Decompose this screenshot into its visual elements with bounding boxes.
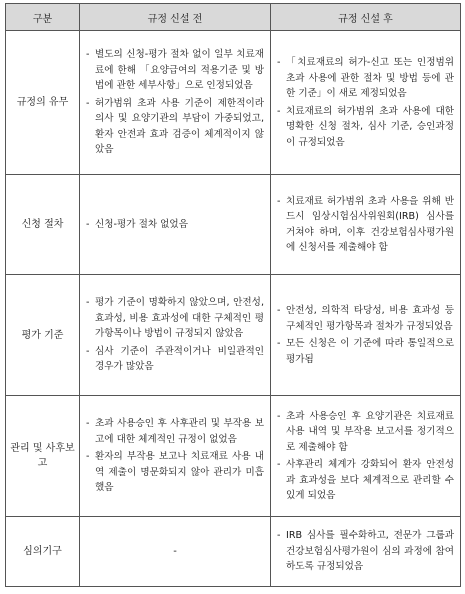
table-row xyxy=(6,396,461,517)
list-item: - 초과 사용승인 후 사후관리 및 부작용 보고에 대한 체계적인 규정이 없었음 xyxy=(86,416,264,447)
list-item: - 「치료재료의 허가-신고 또는 인정범위 초과 사용에 관한 절차 및 방법 등에 관한 기준」이 새로 제정되었음 xyxy=(277,55,454,102)
row-category: 관리 및 사후보고 xyxy=(6,396,80,517)
table-row xyxy=(6,517,461,587)
row-after xyxy=(271,396,461,517)
row-before xyxy=(80,175,271,275)
list-item: - 신청-평가 절차 없었음 xyxy=(86,217,264,233)
list-item: - 안전성, 의학적 타당성, 비용 효과성 등 구체적인 평가항목과 절차가 규정되었음 xyxy=(277,303,454,334)
header-before: 규정 신설 전 xyxy=(80,4,271,31)
list-item: - 환자의 부작용 보고나 치료재료 사용 내역 제출이 명문화되지 않아 관리가 미흡했음 xyxy=(86,449,264,496)
list-item: - 치료재료의 허가범위 초과 사용에 대한 명확한 신청 절차, 심사 기준, 승인과정이 규정되었음 xyxy=(277,104,454,151)
list-item: - 초과 사용승인 후 요양기관은 치료재료 사용 내역 및 부작용 보고서를 정기적으로 제출해야 함 xyxy=(277,409,454,456)
table-row xyxy=(6,175,461,275)
list-item: - 평가 기준이 명확하지 않았으며, 안전성, 효과성, 비용 효과성에 대한 구체적인 평가항목이나 방법이 규정되지 않았음 xyxy=(86,295,264,342)
row-category: 규정의 유무 xyxy=(6,31,80,175)
row-after xyxy=(271,275,461,396)
list-item: - 모든 신청은 이 기준에 따라 통일적으로 평가됨 xyxy=(277,336,454,367)
list-item: - IRB 심사를 필수화하고, 전문가 그룹과 건강보험심사평가원이 심의 과정에 참여하도록 규정되었음 xyxy=(277,528,454,575)
header-row xyxy=(6,4,461,31)
row-before: - xyxy=(80,517,271,587)
row-after xyxy=(271,31,461,175)
list-item: - 치료재료 허가범위 초과 사용을 위해 반드시 임상시험심사위원회(IRB) 심사를 거쳐야 하며, 이후 건강보험심사평가원에 신청서를 제출해야 함 xyxy=(277,194,454,256)
header-after: 규정 신설 후 xyxy=(271,4,461,31)
row-category: 신청 절차 xyxy=(6,175,80,275)
header-category: 구분 xyxy=(6,4,80,31)
comparison-table xyxy=(5,3,461,587)
row-category: 평가 기준 xyxy=(6,275,80,396)
table-row xyxy=(6,31,461,175)
row-before xyxy=(80,275,271,396)
comparison-table-wrapper xyxy=(5,3,460,587)
row-category: 심의기구 xyxy=(6,517,80,587)
list-item: - 사후관리 체계가 강화되어 환자 안전성과 효과성을 보다 체계적으로 관리할 수 있게 되었음 xyxy=(277,457,454,504)
list-item: - 허가범위 초과 사용 기준이 제한적이라 의사 및 요양기관의 부담이 가중되었고, 환자 안전과 효과 검증이 체계적이지 않았음 xyxy=(86,96,264,158)
row-after xyxy=(271,517,461,587)
list-item: - 별도의 신청-평가 절차 없이 일부 치료재료에 한해 「요양급여의 적용기준 및 방법에 관한 세부사항」으로 인정되었음 xyxy=(86,47,264,94)
table-row xyxy=(6,275,461,396)
row-after xyxy=(271,175,461,275)
row-before xyxy=(80,396,271,517)
list-item: - 심사 기준이 주관적이거나 비일관적인 경우가 많았음 xyxy=(86,344,264,375)
row-before xyxy=(80,31,271,175)
